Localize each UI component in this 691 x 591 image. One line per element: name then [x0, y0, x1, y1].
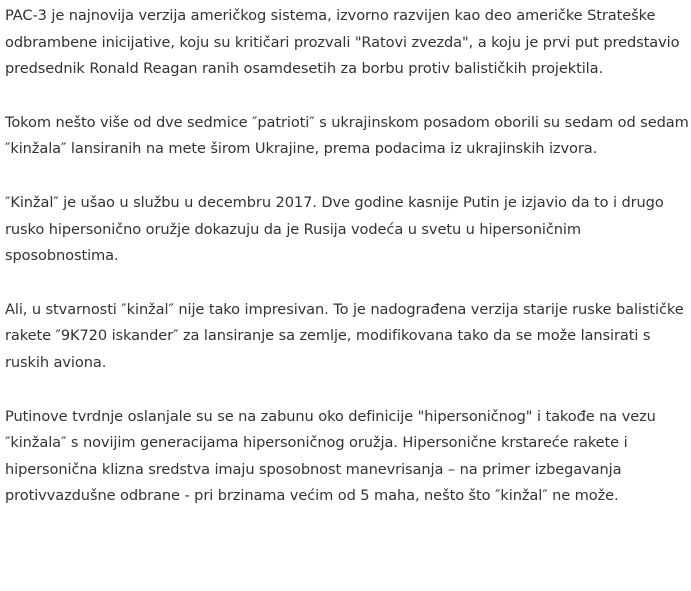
article-body	[5, 0, 689, 537]
paragraph-kinzal-reality: Ali, u stvarnosti ″kinžal″ nije tako impresivan. To je nadograđena verzija starije ruske balističke rakete ″9K720 iskander″ za lansiranje sa zemlje, modifikovana tako da se može lansirati s ruskih aviona.	[5, 300, 684, 371]
paragraph-putin-claims: Putinove tvrdnje oslanjale su se na zabunu oko definicije "hipersoničnog" i takođe na vezu ″kinžala″ s novijim generacijama hipersoničnog oružja. Hipersonične krstareće rakete i hipersonična klizna sredstva imaju sposobnost manevrisanja – na primer izbegavanja protivvazdušne odbrane - pri brzinama većim od 5 maha, nešto što ″kinžal″ ne može.	[5, 407, 656, 505]
paragraph-pac3: PAC-3 je najnovija verzija američkog sistema, izvorno razvijen kao deo američke Strateške odbrambene inicijative, koju su kritičari prozvali "Ratovi zvezda", a koju je prvi put predstavio predsednik Ronald Reagan ranih osamdesetih za borbu protiv balističkih projektila.	[5, 7, 680, 78]
paragraph-patriots: Tokom nešto više od dve sedmice ″patrioti″ s ukrajinskom posadom oborili su sedam od sedam ″kinžala″ lansiranih na mete širom Ukrajine, prema podacima iz ukrajinskih izvora.	[5, 113, 689, 158]
paragraph-kinzal-service: ″Kinžal″ je ušao u službu u decembru 2017. Dve godine kasnije Putin je izjavio da to i drugo rusko hipersonično oružje dokazuju da je Rusija vodeća u svetu u hipersoničnim sposobnostima.	[5, 193, 664, 265]
